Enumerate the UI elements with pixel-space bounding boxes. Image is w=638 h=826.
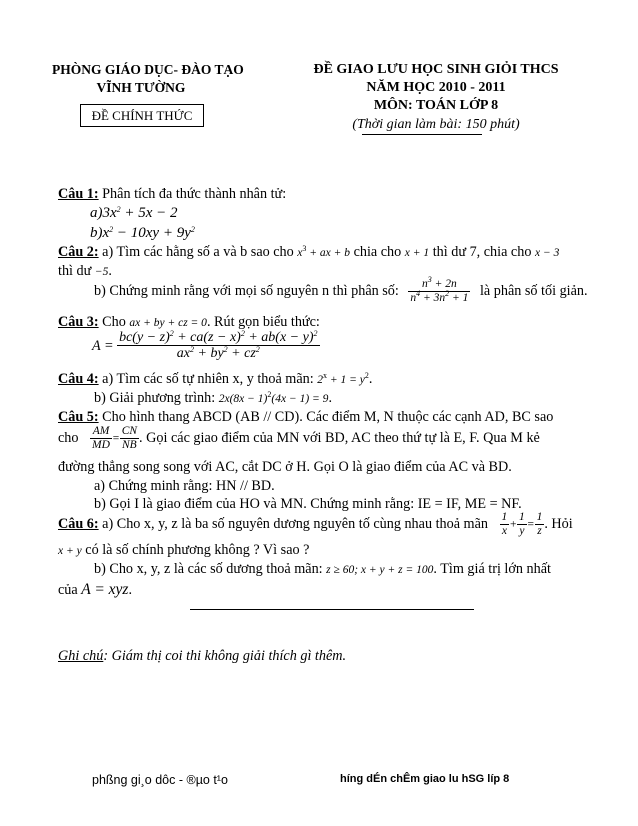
q3-den-1: ax [176, 346, 190, 362]
q6b-end: . [128, 582, 132, 598]
header-underline [362, 134, 482, 135]
note-label: Ghi chú [58, 648, 104, 664]
question-6b-cont [58, 581, 132, 599]
q3-num-2: + ca(z − x) [173, 330, 241, 345]
q6b-expr: A = xyz [81, 581, 129, 598]
question-4b: b) Giải phương trình: $2x(8x - 1)^2(4x - 1) = 9$. [94, 390, 332, 406]
q2b-num-rest: + 2n [431, 278, 457, 290]
q6-f1-num: 1 [501, 511, 508, 523]
question-5a: a) Chứng minh rằng: HN // BD. [94, 478, 275, 494]
q5-f1-den: MD [92, 438, 110, 451]
q5-fraction-cn-nb [120, 425, 139, 452]
exam-time: (Thời gian làm bài: 150 phút) [352, 117, 520, 132]
q6-hoi: . Hỏi [544, 515, 573, 532]
q6-eq: = [526, 518, 535, 531]
q5-line1: Cho hình thang ABCD (AB // CD). Các điểm M, N thuộc các cạnh AD, BC sao [98, 409, 554, 425]
department-location: VĨNH TƯỜNG [96, 80, 186, 95]
q6-f3-num: 1 [536, 511, 543, 523]
q2-poly: x [297, 247, 303, 259]
q6-fraction-y [517, 511, 527, 538]
q3-lhs: A = [92, 337, 114, 354]
q2a-text3: thì dư 7, chia cho [429, 244, 535, 260]
q6b-condition: z ≥ 60; x + y + z = 100 [326, 564, 434, 576]
q6b-text2: . Tìm giá trị lớn nhất [433, 561, 551, 577]
question-6a [58, 511, 573, 538]
q6-xy: x + y [58, 545, 82, 557]
q1b-expr: b)x [90, 225, 110, 241]
question-1-label: Câu 1: [58, 186, 99, 202]
q3-fraction: $\frac{bc(y - z)^2 + ca(z - x)^2 + ab(x - y)^2}{ax^2 + by^2 + cz^2}$ [119, 329, 318, 362]
q5-eq: = [111, 432, 120, 445]
q2a-text5: . [108, 263, 112, 279]
q4a-eq2: + 1 = y [326, 374, 365, 386]
question-4-label: Câu 4: [58, 371, 99, 387]
q4a-end: . [368, 371, 373, 387]
q3-text2: . Rút gọn biểu thức: [206, 314, 320, 330]
question-3-expression [92, 330, 320, 362]
q2b-den: n [410, 291, 417, 304]
q6b-text: b) Cho x, y, z là các số dương thoả mãn: [94, 561, 327, 577]
question-3 [58, 314, 320, 331]
q2a-text1: a) Tìm các hằng số a và b sao cho [98, 244, 298, 260]
question-4a: Câu 4: a) Tìm các số tự nhiên x, y thoả mãn: $2^x + 1 = y^2$. [58, 371, 373, 387]
q6-fraction-x [500, 511, 510, 538]
q2-divisor-2: x − 3 [534, 247, 560, 259]
q1b-mid: − 10xy + 9y [113, 225, 191, 241]
q3-text1: Cho [98, 314, 130, 330]
q5-cho: cho [58, 429, 79, 446]
question-5 [58, 409, 553, 426]
q2a-text4: thì dư [58, 263, 95, 279]
q2-remainder: −5 [94, 266, 109, 278]
question-1-text: Phân tích đa thức thành nhân tử: [98, 186, 287, 202]
question-5-line3: đường thẳng song song với AC, cắt DC ở H. Gọi O là giao điểm của AC và BD. [58, 459, 512, 475]
q3-num-1: bc(y − z) [119, 330, 170, 345]
q4b-eq1: 2x(8x − 1) [218, 393, 268, 405]
q2a-text2: chia cho [350, 244, 405, 260]
question-5-line2 [58, 425, 540, 452]
question-5-label: Câu 5: [58, 409, 99, 425]
q6b-cua: của [58, 582, 82, 598]
note-text: : Giám thị coi thi không giải thích gì thêm. [103, 648, 347, 664]
q5-f2-num: CN [121, 425, 138, 437]
q5-f2-den: NB [122, 438, 137, 451]
question-6-label: Câu 6: [58, 515, 99, 532]
official-label: ĐỀ CHÍNH THỨC [80, 104, 204, 127]
q2b-text2: là phân số tối giản. [479, 282, 588, 299]
q2-divisor-1: x + 1 [404, 247, 430, 259]
footer-left: phßng gi¸o dôc - ®µo t¹o [92, 773, 228, 787]
q6-fraction-z [535, 511, 545, 538]
q6-f2-den: y [519, 524, 525, 537]
q4b-text: b) Giải phương trình: [94, 390, 219, 406]
question-1a: $a)3x^2 + 5x - 2$ [90, 205, 178, 221]
q4a-eq1: 2 [317, 374, 323, 386]
question-2-label: Câu 2: [58, 244, 99, 260]
q5-f1-num: AM [90, 425, 112, 439]
q3-condition: ax + by + cz = 0 [129, 317, 207, 329]
q2b-num: n [422, 278, 428, 290]
q3-num-3: + ab(x − y) [244, 330, 314, 345]
subject-title: MÔN: TOÁN LỚP 8 [373, 98, 499, 113]
q6-line2: có là số chính phương không ? Vì sao ? [81, 542, 310, 558]
q3-den-3: + cz [227, 346, 256, 362]
q2b-text1: b) Chứng minh rằng với mọi số nguyên n thì phân số: [94, 282, 399, 299]
exam-title: ĐỀ GIAO LƯU HỌC SINH GIỎI THCS [313, 62, 559, 77]
q2b-den-mid: + 3n [420, 291, 446, 304]
q6a-text: a) Cho x, y, z là ba số nguyên dương nguyên tố cùng nhau thoả mãn [98, 515, 488, 532]
q6-f2-num: 1 [519, 511, 525, 523]
question-3-label: Câu 3: [58, 314, 99, 330]
note [58, 648, 346, 665]
department-name: PHÒNG GIÁO DỤC- ĐÀO TẠO [52, 62, 244, 77]
footer-right: híng dÉn chÊm giao lu hSG líp 8 [340, 773, 510, 785]
question-1 [58, 186, 286, 203]
q4a-text: a) Tìm các số tự nhiên x, y thoả mãn: [98, 371, 318, 387]
q5-fraction-am-md [90, 425, 112, 452]
q6-f3-den: z [537, 524, 542, 537]
question-1b: $b)x^2 - 10xy + 9y^2$ [90, 225, 195, 241]
question-2b [94, 275, 588, 305]
q1a-expr: a)3x [90, 205, 117, 221]
q4b-end: . [328, 390, 332, 406]
question-2a: Câu 2: a) Tìm các hằng số a và b sao cho $x^3$ + ax + b chia cho x + 1 thì dư 7, chia cho x − 3 [58, 244, 560, 260]
school-year: NĂM HỌC 2010 - 2011 [366, 80, 506, 95]
content-divider [190, 609, 474, 610]
q6-f1-den: x [501, 524, 507, 537]
question-5b: b) Gọi I là giao điểm của HO và MN. Chứng minh rằng: IE = IF, ME = NF. [94, 496, 522, 512]
q5-line2: . Gọi các giao điểm của MN với BD, AC theo thứ tự là E, F. Qua M kẻ [139, 429, 540, 446]
q2b-den-rest: + 1 [449, 291, 469, 304]
q2-poly-rest: + ax + b [306, 247, 351, 259]
q3-den-2: + by [194, 346, 224, 362]
question-6a-cont [58, 542, 309, 559]
q4b-eq2: (4x − 1) = 9 [271, 393, 329, 405]
question-6b [94, 561, 551, 578]
q1a-rest: + 5x − 2 [120, 205, 178, 221]
q2b-fraction: $\frac{n^3 + 2n}{n^4 + 3n^2 + 1}$ [410, 275, 469, 304]
q6-plus: + [509, 518, 518, 531]
